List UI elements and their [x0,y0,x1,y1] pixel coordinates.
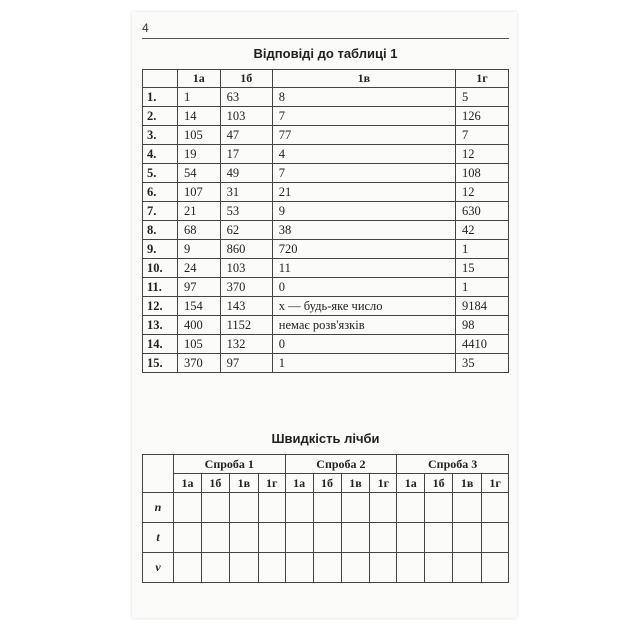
subheader-cell: 1а [397,474,425,493]
empty-cell [425,553,453,583]
table-cell: 31 [220,183,272,202]
row-number: 15. [143,354,178,373]
row-number: 12. [143,297,178,316]
empty-cell [174,523,202,553]
subheader-cell: 1а [174,474,202,493]
table-cell: 63 [220,88,272,107]
table-cell: 7 [456,126,509,145]
empty-cell [482,553,509,583]
answers-table [142,69,509,373]
table-cell: 105 [178,126,221,145]
table-cell: x — будь-яке число [272,297,455,316]
table-cell: 21 [272,183,455,202]
table-row [143,88,509,107]
subheader-cell: 1б [313,474,341,493]
table-cell: 9 [178,240,221,259]
table-cell: 62 [220,221,272,240]
row-number: 14. [143,335,178,354]
empty-cell [425,493,453,523]
blank-corner [143,455,174,493]
row-number: 1. [143,88,178,107]
empty-cell [313,553,341,583]
table-cell: 53 [220,202,272,221]
subheader-cell: 1в [453,474,482,493]
table-row [143,553,509,583]
table-cell: 107 [178,183,221,202]
table-cell: 0 [272,278,455,297]
empty-cell [397,523,425,553]
table-cell: 132 [220,335,272,354]
row-number: 13. [143,316,178,335]
row-number: 11. [143,278,178,297]
row-number: 7. [143,202,178,221]
subheader-cell: 1в [229,474,258,493]
empty-cell [453,523,482,553]
table-cell: 97 [178,278,221,297]
table-cell: 4 [272,145,455,164]
empty-cell [258,523,285,553]
empty-cell [229,493,258,523]
row-number: 3. [143,126,178,145]
subheader-cell: 1г [370,474,397,493]
table-row [143,202,509,221]
empty-cell [482,523,509,553]
subheader-cell: 1г [482,474,509,493]
row-label: n [143,493,174,523]
table-cell: 1 [178,88,221,107]
empty-cell [425,523,453,553]
empty-cell [341,553,370,583]
column-header: 1а [178,70,221,88]
empty-cell [201,523,229,553]
table-cell: 400 [178,316,221,335]
empty-cell [258,553,285,583]
table-cell: 98 [456,316,509,335]
empty-cell [482,493,509,523]
table-cell: 38 [272,221,455,240]
column-header [143,70,178,88]
table-cell: 7 [272,107,455,126]
table-cell: 77 [272,126,455,145]
table-cell: 0 [272,335,455,354]
table-cell: 126 [456,107,509,126]
attempt-header: Спроба 2 [285,455,397,474]
column-header: 1б [220,70,272,88]
row-number: 10. [143,259,178,278]
row-number: 4. [143,145,178,164]
table-row [143,221,509,240]
table-cell: 9184 [456,297,509,316]
table-cell: 1 [272,354,455,373]
table-cell: 4410 [456,335,509,354]
table-cell: 7 [272,164,455,183]
table-header-row [143,70,509,88]
table-cell: 5 [456,88,509,107]
table-cell: 21 [178,202,221,221]
table-cell: 860 [220,240,272,259]
subheader-cell: 1б [425,474,453,493]
table-cell: 1 [456,240,509,259]
table-row [143,335,509,354]
empty-cell [285,553,313,583]
attempt-header: Спроба 1 [174,455,286,474]
table2-title: Швидкість лічби [271,431,380,446]
empty-cell [370,553,397,583]
empty-cell [397,553,425,583]
table-cell: 12 [456,183,509,202]
table-cell: 103 [220,259,272,278]
table-cell: 154 [178,297,221,316]
table-row [143,278,509,297]
table-cell: 17 [220,145,272,164]
table-cell: 54 [178,164,221,183]
table-row [143,145,509,164]
empty-cell [229,523,258,553]
empty-cell [313,493,341,523]
table-row [143,493,509,523]
table-cell: 97 [220,354,272,373]
table-cell: 370 [220,278,272,297]
empty-cell [258,493,285,523]
empty-cell [174,553,202,583]
table-row [143,259,509,278]
empty-cell [285,523,313,553]
column-header: 1г [456,70,509,88]
empty-cell [397,493,425,523]
table-cell: немає розв'язків [272,316,455,335]
row-number: 6. [143,183,178,202]
column-header: 1в [272,70,455,88]
empty-cell [229,553,258,583]
table-cell: 68 [178,221,221,240]
table-cell: 11 [272,259,455,278]
row-label: v [143,553,174,583]
empty-cell [453,493,482,523]
table-cell: 9 [272,202,455,221]
table-cell: 49 [220,164,272,183]
empty-cell [341,523,370,553]
empty-cell [285,493,313,523]
table-cell: 370 [178,354,221,373]
subheader-row [143,474,509,493]
page-number: 4 [142,21,149,35]
table-cell: 8 [272,88,455,107]
attempt-header: Спроба 3 [397,455,509,474]
table-row [143,183,509,202]
table-cell: 1152 [220,316,272,335]
table1-title: Відповіді до таблиці 1 [253,46,398,61]
row-label: t [143,523,174,553]
subheader-cell: 1б [201,474,229,493]
attempt-header-row [143,455,509,474]
table-cell: 630 [456,202,509,221]
table-cell: 14 [178,107,221,126]
header-rule [142,38,509,39]
table-cell: 105 [178,335,221,354]
empty-cell [313,523,341,553]
table-cell: 12 [456,145,509,164]
table-row [143,107,509,126]
subheader-cell: 1в [341,474,370,493]
table-row [143,240,509,259]
table-cell: 103 [220,107,272,126]
table-cell: 143 [220,297,272,316]
table-row [143,126,509,145]
row-number: 2. [143,107,178,126]
table-cell: 108 [456,164,509,183]
subheader-cell: 1а [285,474,313,493]
table-row [143,297,509,316]
empty-cell [453,553,482,583]
table-cell: 47 [220,126,272,145]
table-cell: 19 [178,145,221,164]
empty-cell [370,523,397,553]
table-row [143,354,509,373]
empty-cell [201,493,229,523]
counting-speed-table [142,454,509,583]
subheader-cell: 1г [258,474,285,493]
table-cell: 1 [456,278,509,297]
table-row [143,316,509,335]
empty-cell [370,493,397,523]
row-number: 8. [143,221,178,240]
table-cell: 35 [456,354,509,373]
table-cell: 24 [178,259,221,278]
empty-cell [341,493,370,523]
table-cell: 42 [456,221,509,240]
empty-cell [201,553,229,583]
table-cell: 720 [272,240,455,259]
table-row [143,523,509,553]
table-cell: 15 [456,259,509,278]
empty-cell [174,493,202,523]
row-number: 9. [143,240,178,259]
row-number: 5. [143,164,178,183]
table-row [143,164,509,183]
